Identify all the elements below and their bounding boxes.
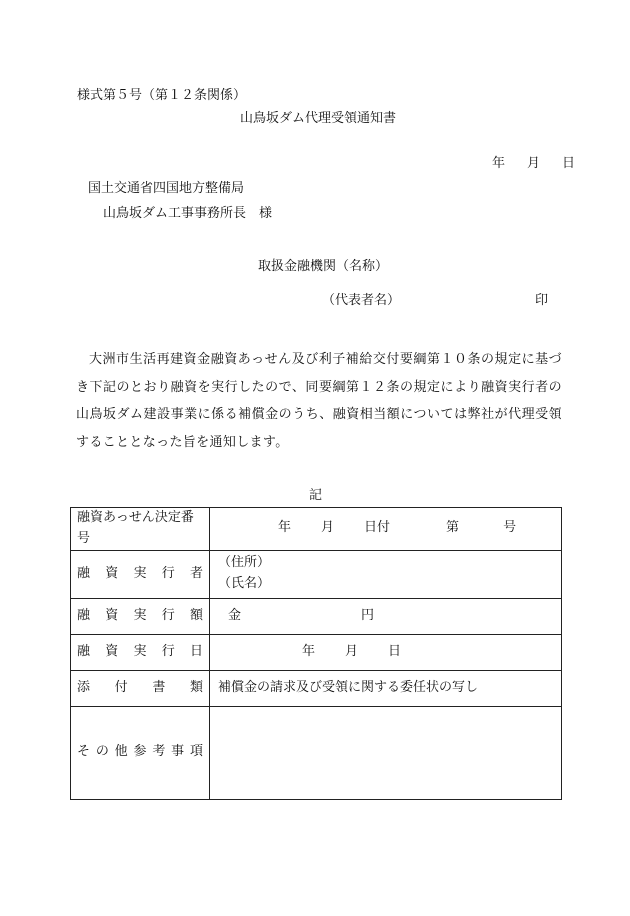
- loan-date-label: [71, 634, 210, 670]
- label-char: 添: [77, 679, 91, 695]
- label-char: 融: [77, 565, 91, 581]
- label-char: 日: [189, 643, 203, 659]
- label-char: 資: [105, 607, 119, 623]
- label-char: 考: [152, 744, 166, 760]
- attachments-label: [71, 670, 210, 706]
- label-char: 行: [161, 565, 175, 581]
- table-row: [71, 598, 562, 634]
- label-char: の: [95, 744, 109, 760]
- loan-year: 年: [302, 643, 316, 659]
- label-char: 類: [189, 679, 203, 695]
- loan-month: 月: [345, 643, 359, 659]
- attachments-value: 補償金の請求及び受領に関する委任状の写し: [210, 670, 562, 706]
- label-char: 他: [114, 744, 128, 760]
- label-char: 融: [77, 643, 91, 659]
- label-char: 項: [189, 744, 203, 760]
- table-row: [71, 550, 562, 598]
- decision-year: 年: [278, 520, 292, 536]
- other-notes-label: [71, 706, 210, 799]
- loan-amount-label: [71, 598, 210, 634]
- label-char: 融: [77, 607, 91, 623]
- loan-amount-value: [210, 598, 562, 634]
- borrower-value: [210, 550, 562, 598]
- amount-kin: 金: [228, 607, 242, 623]
- label-char: 付: [114, 679, 128, 695]
- label-char: 実: [133, 607, 147, 623]
- decision-day: 日付: [364, 520, 391, 536]
- label-char: 書: [152, 679, 166, 695]
- addressee-name: 山鳥坂ダム工事事務所長 様: [103, 206, 273, 221]
- date-month: 月: [527, 156, 541, 171]
- document-title: 山鳥坂ダム代理受領通知書: [240, 111, 397, 126]
- detail-table: [70, 507, 562, 800]
- decision-number-label: 融資あっせん決定番号: [71, 508, 210, 551]
- seal-mark: 印: [535, 293, 549, 308]
- label-char: 行: [161, 607, 175, 623]
- label-char: 事: [171, 744, 185, 760]
- representative-name-label: （代表者名）: [322, 293, 401, 308]
- label-char: そ: [77, 744, 91, 760]
- decision-month: 月: [321, 520, 335, 536]
- label-char: 額: [189, 607, 203, 623]
- table-row: [71, 508, 562, 551]
- form-number: 様式第５号（第１２条関係）: [77, 88, 247, 103]
- date-line: [492, 157, 575, 170]
- other-notes-value[interactable]: [210, 706, 562, 799]
- decision-number-value: [210, 508, 562, 551]
- borrower-address-label: （住所）: [218, 555, 271, 571]
- table-row: [71, 634, 562, 670]
- label-char: 実: [133, 565, 147, 581]
- decision-dai: 第: [446, 520, 460, 536]
- notice-paragraph: 大洲市生活再建資金融資あっせん及び利子補給交付要綱第１０条の規定に基づき下記のとおり融資を実行したので、同要綱第１２条の規定により融資実行者の山鳥坂ダム建設事業に係る補償金のうち、融資相当額については弊社が代理受領することとなった旨を通知します。: [76, 352, 562, 450]
- date-day: 日: [562, 156, 576, 171]
- label-char: 実: [133, 643, 147, 659]
- label-char: 行: [161, 643, 175, 659]
- borrower-name-label: （氏名）: [218, 576, 271, 592]
- label-char: 者: [189, 565, 203, 581]
- table-row: [71, 670, 562, 706]
- borrower-label: [71, 550, 210, 598]
- institution-name-label: 取扱金融機関（名称）: [258, 259, 389, 274]
- loan-date-value: [210, 634, 562, 670]
- label-char: 参: [133, 744, 147, 760]
- label-char: 資: [105, 565, 119, 581]
- table-row: [71, 706, 562, 799]
- addressee-organization: 国土交通省四国地方整備局: [88, 181, 245, 196]
- decision-gou: 号: [503, 520, 517, 536]
- label-char: 資: [105, 643, 119, 659]
- ki-heading: 記: [309, 488, 323, 503]
- loan-day: 日: [388, 643, 402, 659]
- amount-yen: 円: [361, 607, 375, 623]
- date-year: 年: [492, 156, 506, 171]
